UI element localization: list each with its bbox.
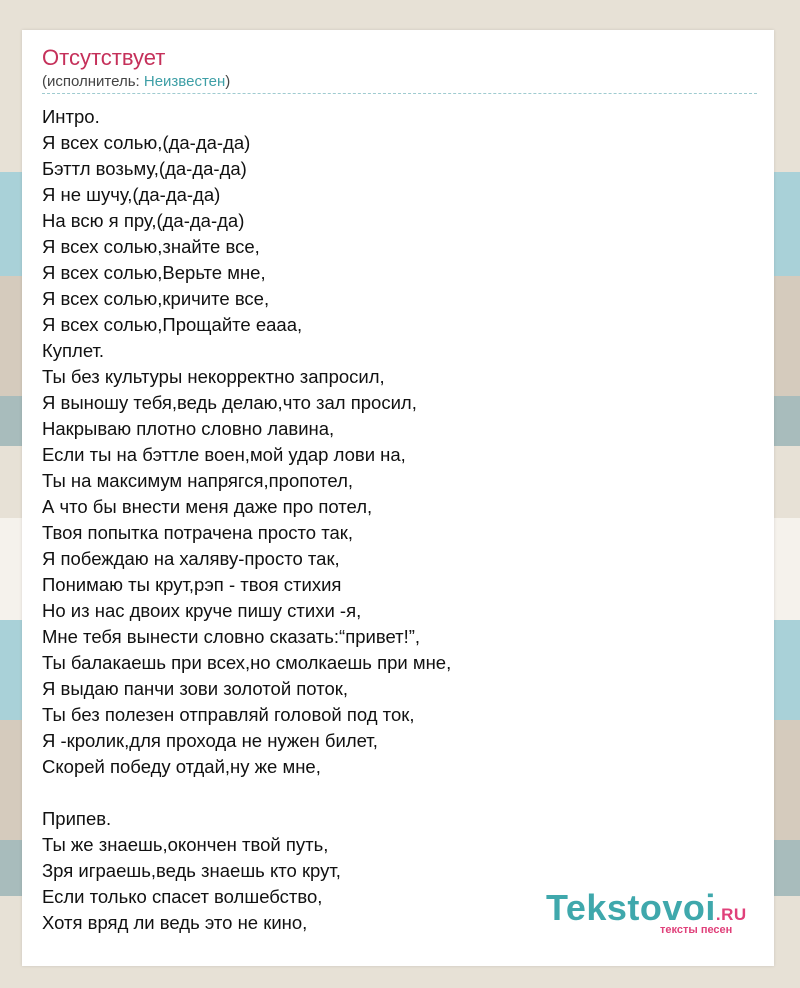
lyrics-text (42, 104, 451, 936)
lyric-line: Я выношу тебя,ведь делаю,что зал просил, (42, 392, 417, 413)
lyric-line: Куплет. (42, 340, 105, 361)
lyric-line: Зря играешь,ведь знаешь кто крут, (42, 860, 341, 881)
lyric-line (42, 780, 451, 806)
lyric-line: На всю я пру,(да-да-да) (42, 210, 245, 231)
lyric-line: Бэттл возьму,(да-да-да) (42, 158, 247, 179)
lyric-line: Понимаю ты крут,рэп - твоя стихия (42, 574, 342, 595)
lyric-line: Мне тебя вынести словно сказать:“привет!”, (42, 626, 421, 647)
song-title: Отсутствует (42, 45, 166, 70)
lyric-line: Если ты на бэттле воен,мой удар лови на, (42, 444, 406, 465)
lyric-line: Я всех солью,(да-да-да) (42, 132, 251, 153)
lyric-line: А что бы внести меня даже про потел, (42, 496, 373, 517)
artist-link[interactable]: Неизвестен (143, 73, 226, 90)
artist-line (42, 73, 230, 90)
lyric-line: Накрываю плотно словно лавина, (42, 418, 335, 439)
lyric-line: Я -кролик,для прохода не нужен билет, (42, 730, 378, 751)
artist-prefix: (исполнитель: (42, 73, 144, 90)
lyric-line: Я не шучу,(да-да-да) (42, 184, 221, 205)
lyric-line: Ты балакаешь при всех,но смолкаешь при мне, (42, 652, 452, 673)
lyric-line: Ты без культуры некорректно запросил, (42, 366, 385, 387)
logo-tld: .RU (715, 905, 747, 924)
lyric-line: Скорей победу отдай,ну же мне, (42, 756, 321, 777)
lyric-line: Если только спасет волшебство, (42, 886, 323, 907)
lyric-line: Ты на максимум напрягся,пропотел, (42, 470, 354, 491)
lyric-line: Ты без полезен отправляй головой под ток, (42, 704, 415, 725)
artist-suffix: ) (225, 73, 231, 90)
lyrics-card (22, 30, 774, 966)
lyric-line: Ты же знаешь,окончен твой путь, (42, 834, 329, 855)
lyric-line: Я всех солью,Прощайте еааа, (42, 314, 303, 335)
lyric-line: Я побеждаю на халяву-просто так, (42, 548, 340, 569)
lyric-line: Я всех солью,знайте все, (42, 236, 260, 257)
logo-tagline: тексты песен (660, 924, 733, 936)
lyric-line: Интро. (42, 106, 100, 127)
lyric-line: Твоя попытка потрачена просто так, (42, 522, 354, 543)
lyric-line: Я всех солью,Верьте мне, (42, 262, 266, 283)
lyric-line: Хотя вряд ли ведь это не кино, (42, 912, 308, 933)
logo-name: Tekstovoi (546, 887, 716, 928)
lyric-line: Я всех солью,кричите все, (42, 288, 270, 309)
title-divider (42, 93, 757, 94)
lyric-line: Я выдаю панчи зови золотой поток, (42, 678, 348, 699)
lyric-line: Припев. (42, 808, 112, 829)
lyric-line: Но из нас двоих круче пишу стихи -я, (42, 600, 362, 621)
